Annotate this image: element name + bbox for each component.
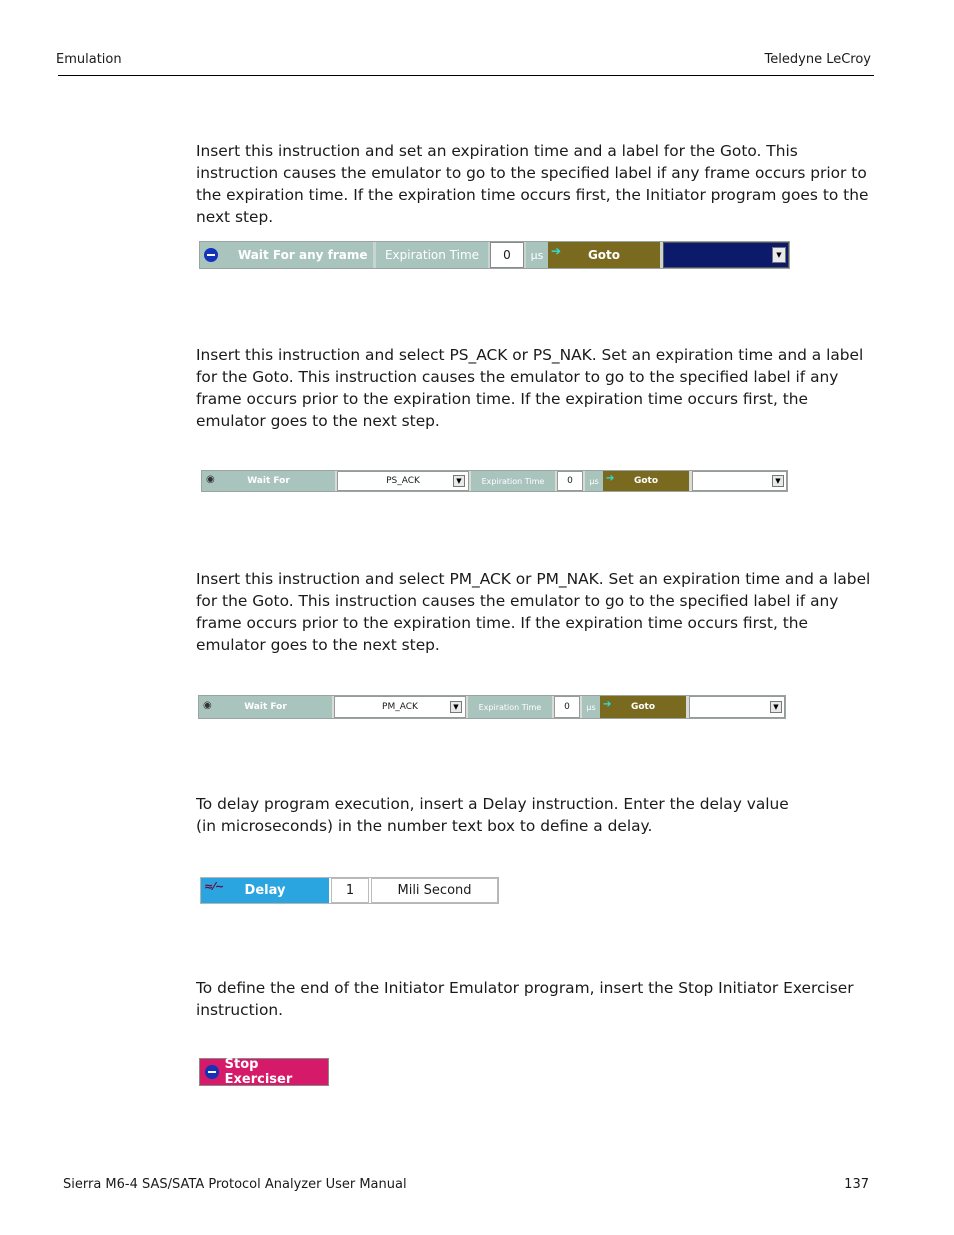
expiration-time-input[interactable]: 0 — [557, 471, 583, 491]
chevron-down-icon[interactable]: ▼ — [450, 701, 462, 713]
stop-exerciser-button[interactable] — [199, 1058, 329, 1086]
chevron-down-icon[interactable]: ▼ — [770, 701, 782, 713]
paragraph-wait-pm: Insert this instruction and select PM_ACK or PM_NAK. Set an expiration time and a label for the Goto. This instruction causes the emulator to go to the specified label if any frame occurs prior to the expiration time. If the expiration time occurs first, the emulator goes to the next step. — [196, 570, 871, 654]
goto-label-cell — [600, 696, 686, 718]
ps-ack-value: PS_ACK — [386, 476, 420, 486]
expiration-unit-label: µs — [585, 471, 603, 491]
expiration-unit-label: µs — [582, 696, 600, 718]
wait-any-frame-widget — [199, 241, 790, 269]
expiration-time-label: Expiration Time — [468, 696, 552, 718]
paragraph-wait-ps: Insert this instruction and select PS_ACK or PS_NAK. Set an expiration time and a label for the Goto. This instruction causes the emulator to go to the specified label if any frame occurs prior to the expiration time. If the expiration time occurs first, the emulator goes to the next step. — [196, 346, 864, 430]
wait-pm-widget — [198, 695, 786, 719]
page-number: 137 — [844, 1177, 869, 1192]
goto-label: Goto — [587, 248, 621, 262]
wait-for-label-cell[interactable] — [199, 696, 332, 718]
ear-icon: ◉ — [203, 700, 212, 711]
wait-any-frame-label: Wait For any frame — [238, 248, 368, 262]
chevron-down-icon[interactable]: ▼ — [453, 475, 465, 487]
wait-ps-widget — [201, 470, 788, 492]
wait-for-label: Wait For — [244, 702, 287, 712]
footer-title: Sierra M6-4 SAS/SATA Protocol Analyzer User Manual — [63, 1177, 407, 1192]
goto-label-cell — [548, 242, 660, 268]
delay-label-cell[interactable] — [201, 878, 329, 903]
goto-label: Goto — [633, 476, 659, 486]
delay-unit-select[interactable]: Mili Second — [371, 878, 498, 903]
goto-label-dropdown[interactable] — [692, 471, 787, 491]
delay-value-input[interactable]: 1 — [331, 878, 369, 903]
delay-widget — [200, 877, 499, 904]
chevron-down-icon[interactable]: ▼ — [772, 475, 784, 487]
ear-icon: ◉ — [206, 474, 215, 485]
arrow-right-icon: ➔ — [606, 473, 615, 484]
goto-label: Goto — [630, 702, 656, 712]
expiration-unit-label: µs — [526, 242, 548, 268]
wait-for-label: Wait For — [247, 476, 290, 486]
arrow-right-icon: ➔ — [603, 699, 612, 710]
ps-ack-select[interactable] — [337, 471, 469, 491]
delay-wave-icon: ≈⁄∼ — [204, 880, 225, 893]
arrow-right-icon: ➔ — [551, 244, 562, 258]
stop-exerciser-label: Stop Exerciser — [224, 1057, 293, 1087]
goto-label-dropdown[interactable] — [689, 696, 785, 718]
expiration-time-label: Expiration Time — [471, 471, 555, 491]
goto-label-dropdown[interactable] — [663, 242, 789, 268]
wait-for-label-cell[interactable] — [202, 471, 335, 491]
expiration-time-input[interactable]: 0 — [554, 696, 580, 718]
goto-label-cell — [603, 471, 689, 491]
paragraph-wait-any-frame: Insert this instruction and set an expiration time and a label for the Goto. This instruction causes the emulator to go to the specified label if any frame occurs prior to the expiration time. If the expiration time occurs first, the Initiator program goes to the next step. — [196, 142, 869, 226]
header-left: Emulation — [56, 52, 122, 67]
minus-circle-icon — [204, 248, 218, 262]
minus-circle-icon — [205, 1065, 219, 1079]
pm-ack-select[interactable] — [334, 696, 466, 718]
header-rule — [58, 75, 874, 76]
wait-any-frame-label-cell[interactable] — [200, 242, 373, 268]
paragraph-stop: To define the end of the Initiator Emulator program, insert the Stop Initiator Exerciser instruction. — [196, 979, 854, 1019]
delay-label: Delay — [244, 883, 286, 898]
expiration-time-label: Expiration Time — [376, 242, 488, 268]
pm-ack-value: PM_ACK — [382, 702, 418, 712]
expiration-time-input[interactable]: 0 — [490, 242, 524, 268]
paragraph-delay: To delay program execution, insert a Delay instruction. Enter the delay value (in microseconds) in the number text box to define a delay. — [196, 795, 789, 835]
chevron-down-icon[interactable]: ▼ — [772, 247, 786, 263]
header-right: Teledyne LeCroy — [764, 52, 871, 67]
